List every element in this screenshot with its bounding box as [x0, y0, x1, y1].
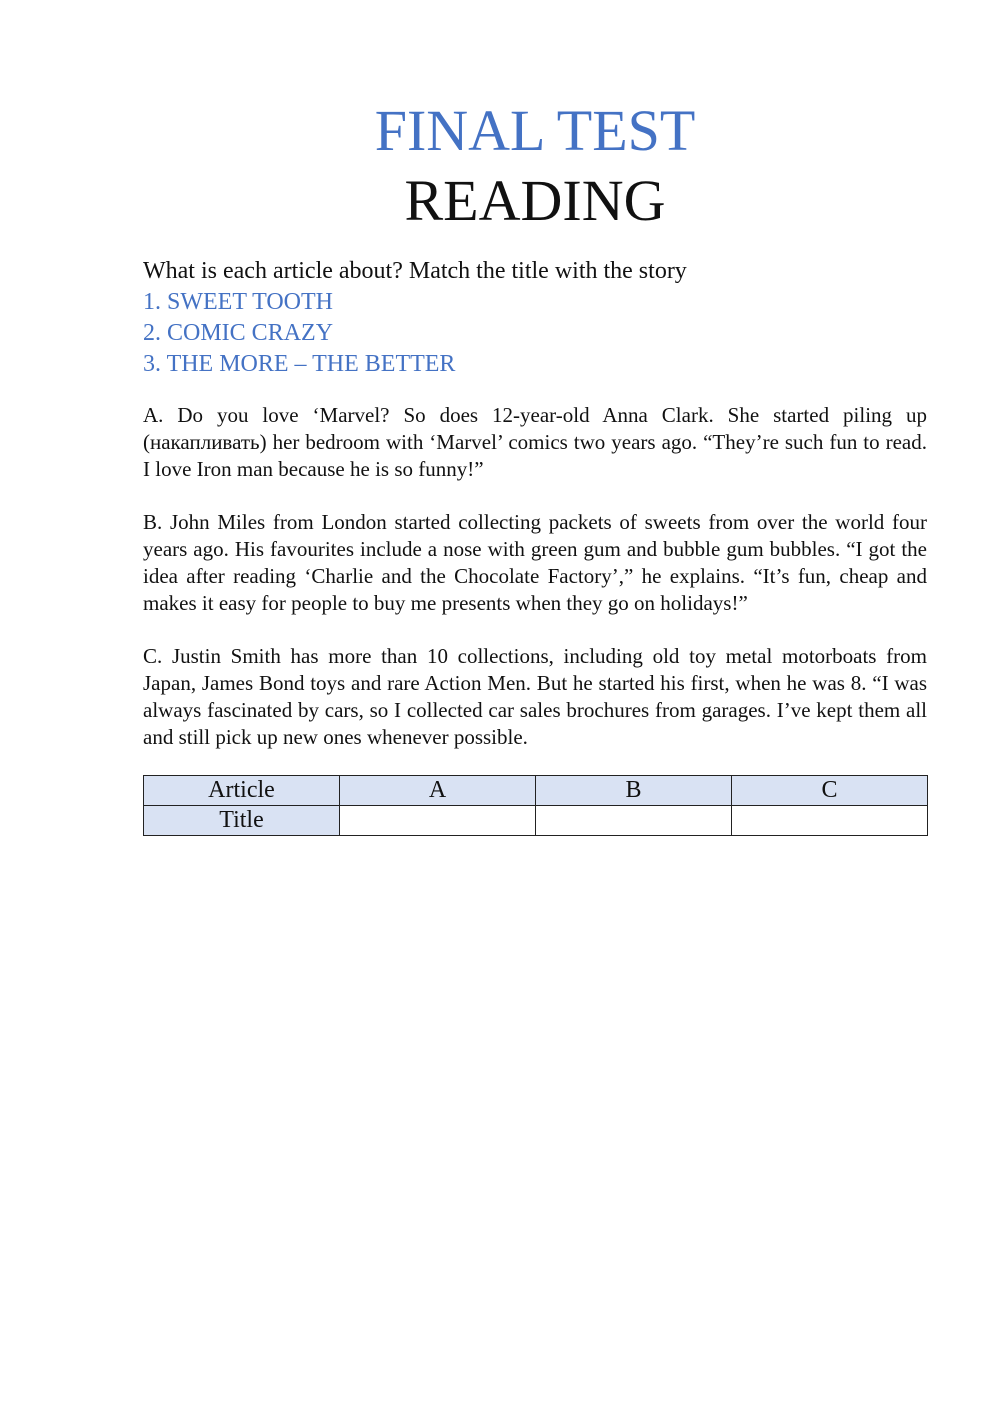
row-label-article: Article	[144, 776, 340, 806]
article-b: B. John Miles from London started collecting packets of sweets from over the world four years ago. His favourites include a nose with green gum and bubble gum bubbles. “I got the idea after reading ‘Charlie and the Chocolate Factory’,” he explains. “It’s fun, cheap and makes it easy for people to buy me presents when they go on holidays!”	[143, 510, 927, 615]
titles-list	[143, 287, 927, 380]
task-prompt: What is each article about? Match the title with the story	[143, 258, 687, 284]
answer-cell-b[interactable]	[536, 806, 732, 836]
article-c: C. Justin Smith has more than 10 collections, including old toy metal motorboats from Japan, James Bond toys and rare Action Men. But he started his first, when he was 8. “I was always fascinated by cars, so I collected car sales brochures from garages. I’ve kept them all and still pick up new ones whenever possible.	[143, 644, 927, 749]
page-subtitle: READING	[404, 168, 666, 233]
answer-cell-c[interactable]	[732, 806, 928, 836]
title-option: 2. COMIC CRAZY	[143, 320, 334, 346]
table-row-article	[144, 776, 928, 806]
title-block	[143, 96, 927, 236]
answer-cell-a[interactable]	[340, 806, 536, 836]
title-option: 3. THE MORE – THE BETTER	[143, 351, 456, 377]
column-header-a: A	[340, 776, 536, 806]
answer-table	[143, 775, 928, 836]
column-header-c: C	[732, 776, 928, 806]
column-header-b: B	[536, 776, 732, 806]
page-title: FINAL TEST	[374, 98, 696, 163]
content	[143, 256, 927, 836]
title-option: 1. SWEET TOOTH	[143, 289, 333, 315]
row-label-title: Title	[144, 806, 340, 836]
table-row-title	[144, 806, 928, 836]
article-a: A. Do you love ‘Marvel? So does 12-year-old Anna Clark. She started piling up (накапливать) her bedroom with ‘Marvel’ comics two years ago. “They’re such fun to read. I love Iron man because he is so funny!”	[143, 403, 927, 481]
